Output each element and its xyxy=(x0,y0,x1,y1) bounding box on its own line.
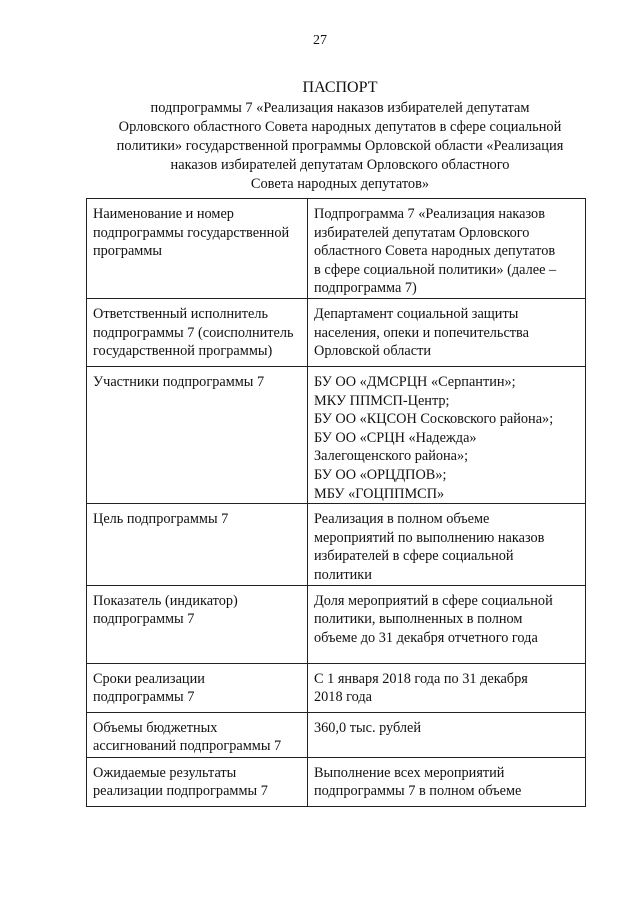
row-value-line: МБУ «ГОЦППМСП» xyxy=(314,485,445,502)
row-label-line: Ответственный исполнитель xyxy=(93,305,269,322)
row-value-line: БУ ОО «ДМСРЦН «Серпантин»; xyxy=(314,373,516,390)
row-value-line: политики xyxy=(314,566,372,583)
row-label-line: подпрограммы 7 xyxy=(93,689,195,706)
row-label-line: государственной программы) xyxy=(93,343,273,360)
table-row-name xyxy=(87,199,586,299)
row-value-line: БУ ОО «КЦСОН Сосковского района»; xyxy=(314,411,554,428)
passport-table xyxy=(86,198,586,807)
table-row-executor xyxy=(87,298,586,366)
row-value-line: подпрограмма 7) xyxy=(314,280,417,297)
row-label-cell xyxy=(87,504,308,585)
row-value-line: БУ ОО «ОРЦДПОВ»; xyxy=(314,466,447,483)
table-row-budget xyxy=(87,712,586,757)
row-label-line: реализации подпрограммы 7 xyxy=(93,783,268,800)
row-value-line: избирателей депутатам Орловского xyxy=(314,224,530,241)
row-label-cell xyxy=(87,298,308,366)
document-subtitle xyxy=(70,99,610,194)
document-header xyxy=(70,78,610,194)
row-value-cell xyxy=(308,712,586,757)
table-row-results xyxy=(87,757,586,806)
row-label-cell xyxy=(87,712,308,757)
subtitle-line: Совета народных депутатов» xyxy=(250,176,430,192)
row-value-line: 2018 года xyxy=(314,689,373,706)
row-value-line: Реализация в полном объеме xyxy=(314,511,490,528)
row-value-line: С 1 января 2018 года по 31 декабря xyxy=(314,670,528,687)
row-label-line: ассигнований подпрограммы 7 xyxy=(93,738,282,755)
row-value-line: Подпрограмма 7 «Реализация наказов xyxy=(314,206,545,222)
row-value-line: МКУ ППМСП-Центр; xyxy=(314,392,450,409)
row-label-line: Показатель (индикатор) xyxy=(93,592,238,609)
row-value-line: областного Совета народных депутатов xyxy=(314,243,556,260)
document-title: ПАСПОРТ xyxy=(302,79,378,96)
row-value-line: Доля мероприятий в сфере социальной xyxy=(314,592,553,609)
row-label-cell xyxy=(87,663,308,712)
table-row-participants xyxy=(87,366,586,503)
row-value-line: 360,0 тыс. рублей xyxy=(314,719,422,736)
row-value-line: Залегощенского района»; xyxy=(314,448,469,465)
row-value-cell xyxy=(308,585,586,663)
subtitle-line: Орловского областного Совета народных депутатов в сфере социальной xyxy=(118,119,562,135)
subtitle-line: подпрограммы 7 «Реализация наказов избирателей депутатам xyxy=(150,100,530,116)
row-label-cell xyxy=(87,757,308,806)
row-label-line: Участники подпрограммы 7 xyxy=(93,373,265,390)
row-value-line: политики, выполненных в полном xyxy=(314,611,523,628)
row-value-line: подпрограммы 7 в полном объеме xyxy=(314,783,522,800)
row-label-line: Ожидаемые результаты xyxy=(93,764,237,781)
row-value-cell xyxy=(308,298,586,366)
row-value-line: избирателей в сфере социальной xyxy=(314,548,514,565)
row-value-line: объеме до 31 декабря отчетного года xyxy=(314,629,538,646)
row-label-line: Объемы бюджетных xyxy=(93,719,218,736)
page-number: 27 xyxy=(313,33,327,48)
row-label-line: подпрограммы 7 (соисполнитель xyxy=(93,324,294,341)
table-row-indicator xyxy=(87,585,586,663)
row-value-cell xyxy=(308,199,586,299)
row-label-line: подпрограммы государственной xyxy=(93,224,290,241)
subtitle-line: наказов избирателей депутатам Орловского областного xyxy=(170,157,510,173)
row-value-line: мероприятий по выполнению наказов xyxy=(314,529,545,546)
row-value-line: Орловской области xyxy=(314,343,431,360)
row-value-cell xyxy=(308,504,586,585)
table-row-terms xyxy=(87,663,586,712)
row-label-cell xyxy=(87,366,308,503)
row-label-line: программы xyxy=(93,243,163,260)
row-label-cell xyxy=(87,585,308,663)
subtitle-line: политики» государственной программы Орловской области «Реализация xyxy=(116,138,564,154)
row-value-line: БУ ОО «СРЦН «Надежда» xyxy=(314,429,477,446)
row-value-line: в сфере социальной политики» (далее – xyxy=(314,261,557,278)
row-value-line: Выполнение всех мероприятий xyxy=(314,764,505,781)
row-label-line: Наименование и номер xyxy=(93,206,234,222)
row-label-line: Цель подпрограммы 7 xyxy=(93,511,229,528)
row-value-cell xyxy=(308,366,586,503)
row-value-line: населения, опеки и попечительства xyxy=(314,324,529,341)
row-label-line: Сроки реализации xyxy=(93,670,205,687)
row-value-line: Департамент социальной защиты xyxy=(314,305,519,322)
row-value-cell xyxy=(308,757,586,806)
table-row-goal xyxy=(87,504,586,585)
row-label-cell xyxy=(87,199,308,299)
row-label-line: подпрограммы 7 xyxy=(93,611,195,628)
row-value-cell xyxy=(308,663,586,712)
